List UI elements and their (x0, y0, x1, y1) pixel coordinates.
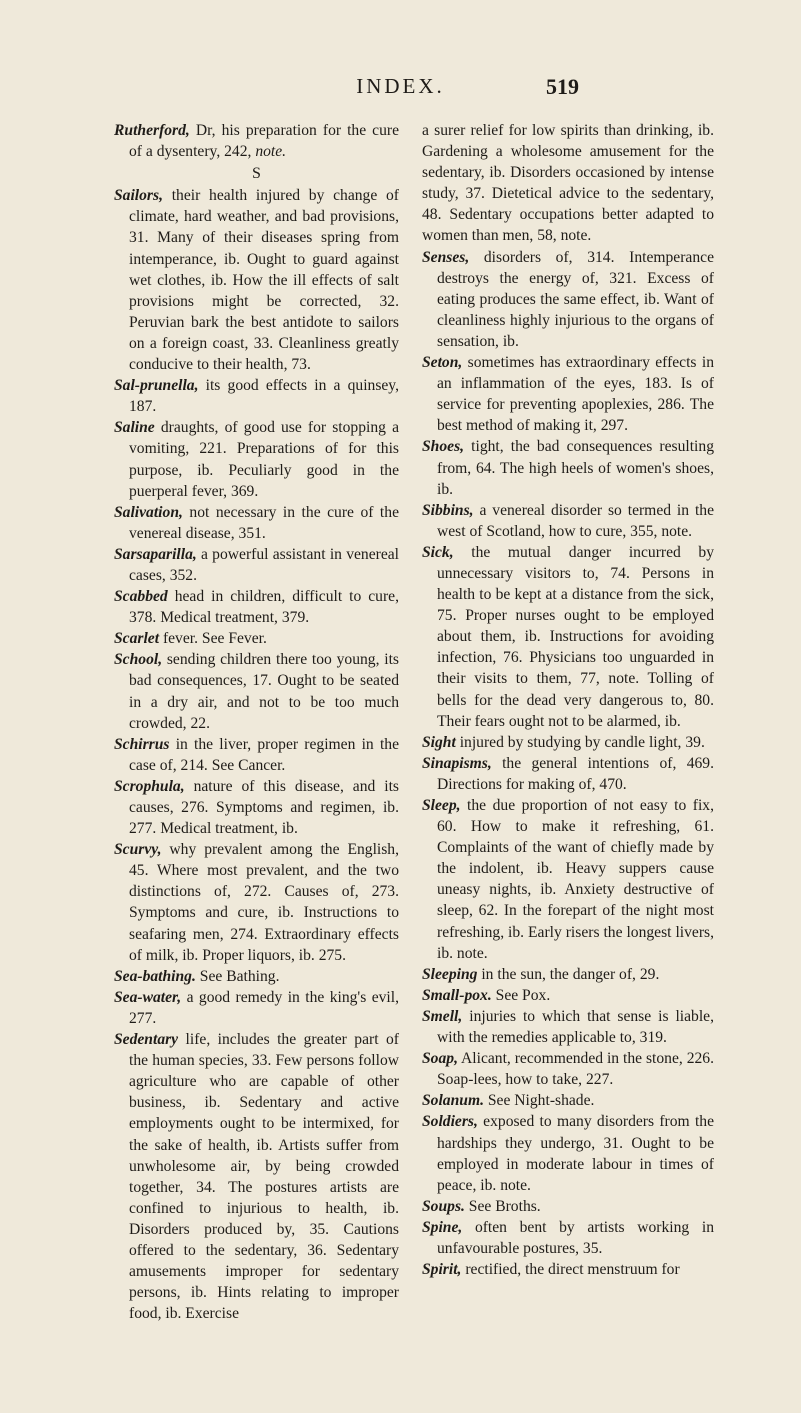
index-text: Alicant, recommended in the stone, 226. Soap-lees, how to take, 227. (437, 1050, 714, 1089)
index-entry (114, 628, 399, 649)
index-term: Sleeping (422, 965, 478, 983)
index-note: note. (255, 143, 287, 161)
left-column (114, 120, 399, 1324)
index-term: Scabbed (114, 588, 168, 606)
left-entry-list (114, 185, 399, 1324)
index-term: Sedentary (114, 1031, 179, 1049)
index-term: Scrophula, (114, 777, 185, 795)
index-term: Sibbins, (422, 501, 474, 519)
index-term: Sick, (422, 543, 454, 561)
index-entry (114, 544, 399, 586)
index-text: exposed to many disorders from the hardships they undergo, 31. Ought to be employed in moderate labour in times of peace, ib. note. (437, 1113, 714, 1194)
index-entry (422, 542, 714, 732)
index-entry (422, 795, 714, 964)
index-entry (114, 776, 399, 839)
index-text: See Broths. (464, 1197, 541, 1215)
index-text: a powerful assistant in venereal cases, 352. (129, 545, 399, 584)
right-column (422, 120, 714, 1280)
index-term: Sinapisms, (422, 754, 492, 772)
index-entry (422, 500, 714, 542)
index-entry (114, 502, 399, 544)
index-entry (114, 120, 399, 162)
index-text: life, includes the greater part of the human species, 33. Few persons follow agriculture who are capable of other business, ib. Sedentary and active employments ought to be intermixed, for the sake of health, ib. Artists suffer from unwholesome air, by being crowded together, 34. The postures artists are confined to injurious to health, ib. Disorders produced by, 35. Cautions offered to the sedentary, 36. Sedentary amusements improper for sedentary persons, ib. Hints relating to improper food, ib. Exercise (129, 1031, 399, 1323)
index-term: Salivation, (114, 503, 183, 521)
index-entry (422, 1090, 714, 1111)
index-term: Senses, (422, 248, 470, 266)
index-term: Sleep, (422, 797, 461, 814)
index-text: in the liver, proper regimen in the case of, 214. See Cancer. (129, 735, 399, 774)
index-term: Scarlet (114, 630, 160, 648)
index-entry (114, 987, 399, 1029)
index-entry (422, 985, 714, 1006)
running-head: INDEX. (356, 74, 445, 98)
index-term: Solanum. (422, 1092, 484, 1110)
index-term: Spine, (422, 1218, 463, 1236)
right-entry-list (422, 247, 714, 1281)
index-entry (114, 734, 399, 776)
index-term: Shoes, (422, 438, 465, 456)
index-text: the due proportion of not easy to fix, 60. How to make it refreshing, 61. Complaints of the want of chiefly made by the indolent, ib. Heavy suppers cause uneasy nights, ib. Anxiety destructive of sleep, 62. In the forepart of the night most refreshing, ib. Early risers the longest livers, ib. note. (437, 797, 714, 962)
index-entry (422, 436, 714, 499)
index-entry (422, 1048, 714, 1090)
index-text: Dr, his preparation for the cure of a dysentery, 242, (129, 122, 399, 161)
index-text: in the sun, the danger of, 29. (477, 965, 660, 983)
index-text: See Night-shade. (483, 1092, 595, 1110)
index-entry (422, 352, 714, 436)
index-text: nature of this disease, and its causes, 276. Symptoms and regimen, ib. 277. Medical treatment, ib. (129, 777, 399, 838)
index-term: Smell, (422, 1007, 463, 1025)
index-term: School, (114, 651, 163, 669)
section-letter: S (252, 165, 261, 183)
index-term: Soldiers, (422, 1113, 478, 1131)
index-term: Sal-prunella, (114, 377, 199, 395)
page-number: 519 (546, 74, 579, 99)
index-text: the mutual danger incurred by unnecessary visitors to, 74. Persons in health to be kept at a distance from the sick, 75. Proper nurses ought to be employed about them, ib. Instructions for avoiding infection, 76. Physicians too unguarded in their visits to them, 77, note. Tolling of bells for the dead very dangerous to, 80. Their fears ought not to be alarmed, ib. (437, 543, 714, 730)
index-entry (422, 1196, 714, 1217)
page-header (0, 74, 801, 104)
index-text: fever. See Fever. (159, 630, 267, 648)
index-term: Scurvy, (114, 841, 162, 859)
index-entry (114, 1029, 399, 1324)
index-term: Saline (114, 419, 155, 437)
index-text: See Pox. (491, 986, 551, 1004)
index-text: the general intentions of, 469. Directions for making of, 470. (437, 754, 714, 793)
index-text: a venereal disorder so termed in the west of Scotland, how to cure, 355, note. (437, 501, 714, 540)
index-entry (422, 1111, 714, 1195)
index-term: Rutherford, (114, 122, 190, 139)
index-text: why prevalent among the English, 45. Where most prevalent, and the two distinctions of, 272. Causes of, 273. Symptoms and cure, ib. Instructions to seafaring men, 274. Extraordinary effects of milk, ib. Proper liquors, ib. 275. (129, 841, 399, 964)
index-term: Sea-water, (114, 988, 182, 1006)
index-term: Small-pox. (422, 986, 492, 1004)
index-text: draughts, of good use for stopping a vomiting, 221. Preparations of for this purpose, ib. Peculiarly good in the puerperal fever, 369. (129, 419, 399, 500)
index-term: Spirit, (422, 1261, 462, 1279)
index-term: Sarsaparilla, (114, 545, 197, 563)
index-entry (114, 649, 399, 733)
index-text: rectified, the direct menstruum for (461, 1261, 680, 1279)
index-term: Schirrus (114, 735, 170, 753)
index-text: their health injured by change of climate, hard weather, and bad provisions, 31. Many of their diseases spring from intemperance, ib. Ought to guard against wet clothes, ib. How the ill effects of salt provisions might be corrected, 32. Peruvian bark the best antidote to sailors on a foreign coast, 33. Cleanliness greatly conducive to their health, 73. (129, 187, 399, 374)
index-text: sometimes has extraordinary effects in an inflammation of the eyes, 183. Is of service for preventing apoplexies, 286. The best method of making it, 297. (437, 354, 714, 435)
index-text: not necessary in the cure of the venereal disease, 351. (129, 503, 399, 542)
index-text: tight, the bad consequences resulting from, 64. The high heels of women's shoes, ib. (437, 438, 714, 498)
index-entry (422, 964, 714, 985)
index-text: head in children, difficult to cure, 378. Medical treatment, 379. (129, 588, 399, 627)
index-entry (114, 586, 399, 628)
index-text: disorders of, 314. Intemperance destroys the energy of, 321. Excess of eating produces the same effect, ib. Want of cleanliness highly injurious to the organs of sensation, ib. (437, 248, 714, 350)
index-entry (422, 753, 714, 795)
index-entry (422, 247, 714, 352)
index-term: Sailors, (114, 187, 163, 205)
index-text: injured by studying by candle light, 39. (455, 733, 705, 751)
index-entry (422, 1006, 714, 1048)
index-entry (114, 185, 399, 375)
index-entry (114, 375, 399, 417)
index-text: often bent by artists working in unfavourable postures, 35. (437, 1218, 714, 1257)
index-entry (114, 417, 399, 501)
index-text: injuries to which that sense is liable, with the remedies applicable to, 319. (437, 1007, 714, 1047)
index-entry (114, 966, 399, 987)
index-text: a good remedy in the king's evil, 277. (129, 988, 399, 1027)
index-entry (422, 732, 714, 753)
continued-entry: a surer relief for low spirits than drinking, ib. Gardening a wholesome amusement for the sedentary, ib. Disorders occasioned by intense study, 37. Dietetical advice to the sedentary, 48. Sedentary occupations better adapted to women than men, 58, note. (422, 122, 714, 245)
index-term: Soups. (422, 1197, 465, 1215)
index-term: Seton, (422, 354, 463, 372)
index-entry (114, 839, 399, 966)
index-term: Soap, (422, 1050, 458, 1068)
index-text: See Bathing. (195, 967, 280, 985)
index-text: sending children there too young, its bad consequences, 17. Ought to be seated in a dry air, and not to be too much crowded, 22. (129, 651, 399, 732)
index-entry (422, 1217, 714, 1259)
index-entry (422, 1259, 714, 1280)
index-text: its good effects in a quinsey, 187. (129, 377, 399, 416)
index-term: Sight (422, 733, 456, 751)
index-term: Sea-bathing. (114, 967, 196, 985)
